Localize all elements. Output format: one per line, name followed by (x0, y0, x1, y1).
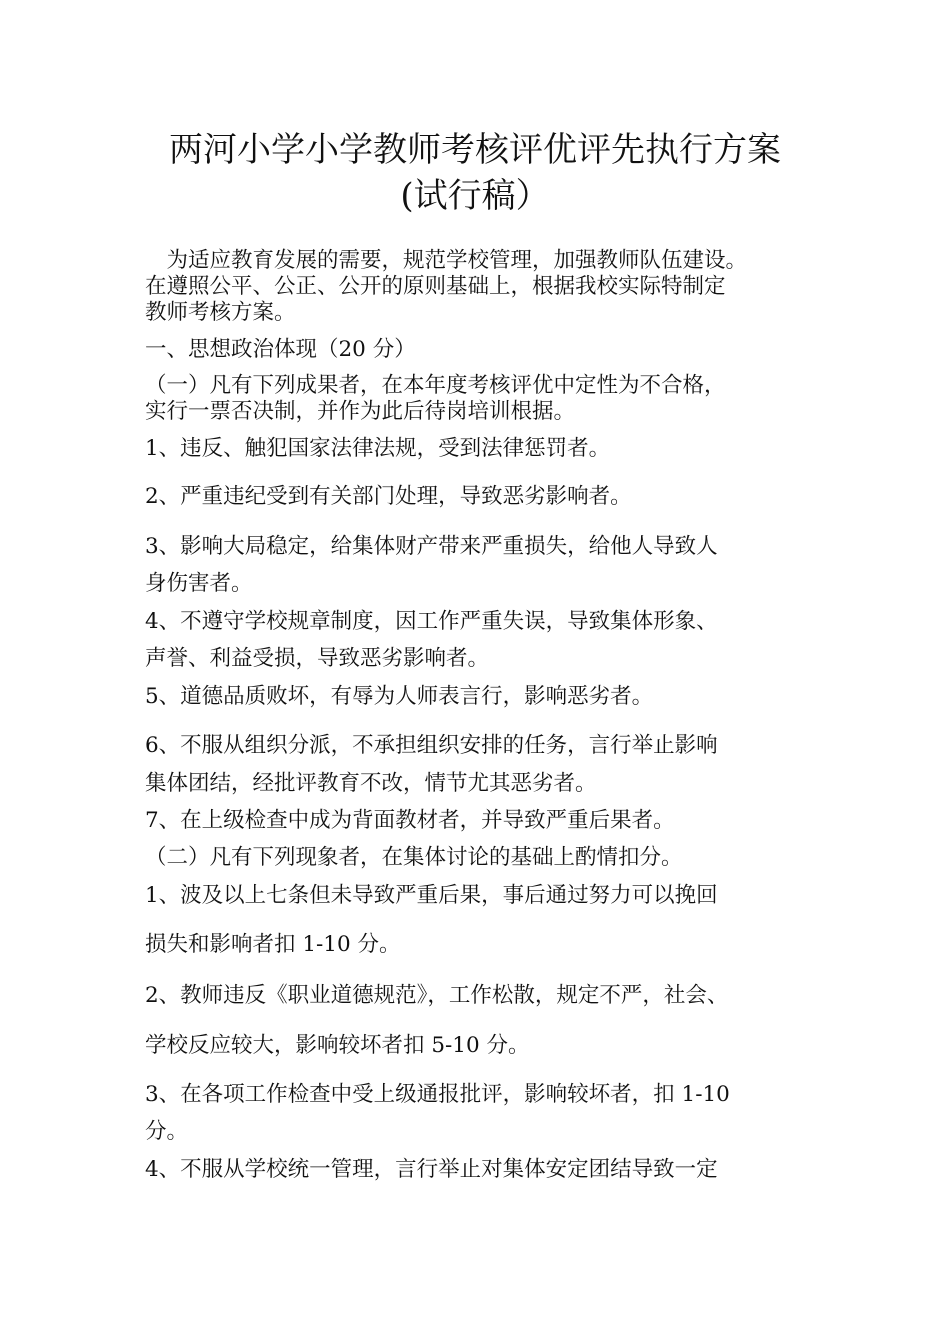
paragraph-line: 为适应教育发展的需要，规范学校管理，加强教师队伍建设。 (145, 248, 748, 273)
document-subtitle: (试行稿） (400, 176, 550, 216)
list-item: 6、不服从组织分派，不承担组织安排的任务，言行举止影响 (145, 733, 718, 758)
list-item: 3、在各项工作检查中受上级通报批评，影响较坏者，扣 1-10 (145, 1082, 730, 1107)
paragraph-line: 实行一票否决制，并作为此后待岗培训根据。 (145, 399, 576, 424)
document-title: 两河小学小学教师考核评优评先执行方案 (169, 130, 781, 170)
list-item: 1、波及以上七条但未导致严重后果，事后通过努力可以挽回 (145, 883, 718, 908)
list-item-continuation: 声誉、利益受损，导致恶劣影响者。 (145, 646, 490, 671)
list-item-continuation: 身伤害者。 (145, 571, 253, 596)
list-item-continuation: 学校反应较大，影响较坏者扣 5-10 分。 (145, 1033, 530, 1058)
list-item: 1、违反、触犯国家法律法规，受到法律惩罚者。 (145, 436, 611, 461)
list-item: 3、影响大局稳定，给集体财产带来严重损失，给他人导致人 (145, 534, 718, 559)
section-heading: （二）凡有下列现象者，在集体讨论的基础上酌情扣分。 (145, 845, 683, 870)
list-item: 4、不遵守学校规章制度，因工作严重失误，导致集体形象、 (145, 609, 718, 634)
list-item: 2、教师违反《职业道德规范》，工作松散，规定不严，社会、 (145, 983, 729, 1008)
list-item-continuation: 集体团结，经批评教育不改，情节尤其恶劣者。 (145, 771, 597, 796)
list-item: 4、不服从学校统一管理，言行举止对集体安定团结导致一定 (145, 1157, 718, 1182)
paragraph-line: 教师考核方案。 (145, 300, 296, 325)
paragraph-line: （一）凡有下列成果者，在本年度考核评优中定性为不合格， (145, 373, 726, 398)
list-item: 5、道德品质败坏，有辱为人师表言行，影响恶劣者。 (145, 684, 654, 709)
section-heading: 一、思想政治体现（20 分） (145, 337, 416, 362)
list-item-continuation: 损失和影响者扣 1-10 分。 (145, 932, 401, 957)
list-item-continuation: 分。 (145, 1119, 189, 1144)
list-item: 2、严重违纪受到有关部门处理，导致恶劣影响者。 (145, 484, 632, 509)
list-item: 7、在上级检查中成为背面教材者，并导致严重后果者。 (145, 808, 675, 833)
paragraph-line: 在遵照公平、公正、公开的原则基础上，根据我校实际特制定 (145, 274, 726, 299)
